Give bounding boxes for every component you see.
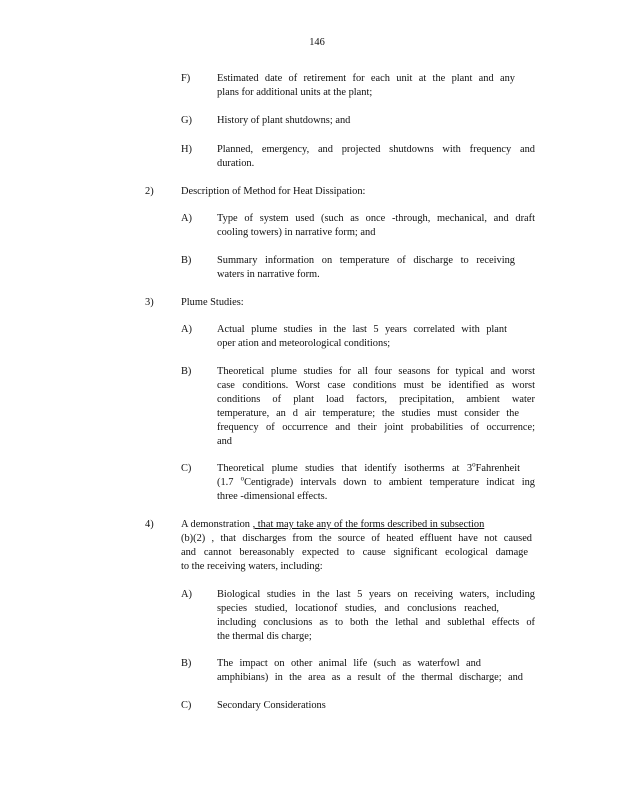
section-4-line-2: (b)(2) , that discharges from the source of heated effluent have not caused [181,533,532,544]
section-4-line-4: to the receiving waters, including: [181,561,323,572]
item-4c-text [217,699,357,713]
item-3b-line-6: and [217,436,233,447]
item-3b-line-1: Theoretical plume studies for all four seasons for typical and worst [217,366,535,377]
item-4b-text [217,657,523,685]
item-3b-line-5: frequency of occurrence and their joint probabilities of occurrence; [217,422,535,433]
item-label-h: H) [181,144,192,155]
item-label-4a: A) [181,589,192,600]
item-4a-text [217,588,535,644]
section-label-4: 4) [145,519,154,530]
item-3b-line-2: case conditions. Worst case conditions must be identified as worst [217,380,535,391]
item-3a-text [217,323,507,351]
item-2b-line-2: waters in narrative form. [217,269,320,280]
item-2a-line-1: Type of system used (such as once -through, mechanical, and draft [217,213,535,224]
item-label-3c: C) [181,463,192,474]
item-f-text [217,72,515,100]
item-2b-line-1: Summary information on temperature of discharge to receiving [217,255,515,266]
item-4a-line-1: Biological studies in the last 5 years on receiving waters, including [217,589,535,600]
item-3b-text [217,365,535,449]
item-label-3a: A) [181,324,192,335]
item-3c-line-3: three -dimensional effects. [217,491,328,502]
section-label-3: 3) [145,297,154,308]
page-number: 146 [309,37,325,48]
item-label-4c: C) [181,700,192,711]
item-label-g: G) [181,115,192,126]
section-4-line-3: and cannot bereasonably expected to cause significant ecological damage [181,547,528,558]
section-4-line-1: A demonstration , that may take any of the forms described in subsection [181,519,485,530]
section-3-heading [181,296,301,310]
item-f-line-1: Estimated date of retirement for each unit at the plant and any [217,73,515,84]
item-4a-line-4: the thermal dis charge; [217,631,312,642]
item-4c-line-1: Secondary Considerations [217,700,326,711]
item-label-2b: B) [181,255,192,266]
section-label-2: 2) [145,186,154,197]
item-label-2a: A) [181,213,192,224]
item-2b-text [217,254,515,282]
section-3-line-1: Plume Studies: [181,297,244,308]
item-2a-line-2: cooling towers) in narrative form; and [217,227,376,238]
item-h-text [217,143,535,171]
item-3a-line-1: Actual plume studies in the last 5 years correlated with plant [217,324,507,335]
item-g-text [217,114,377,128]
item-h-line-2: duration. [217,158,255,169]
item-label-3b: B) [181,366,192,377]
item-2a-text [217,212,535,240]
item-3a-line-2: oper ation and meteorological conditions; [217,338,391,349]
item-4b-line-2: amphibians) in the area as a result of the thermal discharge; and [217,672,523,683]
section-2-line-1: Description of Method for Heat Dissipation: [181,186,366,197]
item-3b-line-3: conditions of plant load factors, precipitation, ambient water [217,394,535,405]
item-label-4b: B) [181,658,192,669]
section-2-heading [181,185,391,199]
item-4a-line-2: species studied, locationof studies, and conclusions reached, [217,603,499,614]
item-f-line-2: plans for additional units at the plant; [217,87,373,98]
item-3b-line-4: temperature, an d air temperature; the studies must consider the [217,408,519,419]
item-3c-line-2: (1.7 $^o$Centigrade) intervals down to ambient temperature indicat ing [217,474,535,488]
item-label-f: F) [181,73,191,84]
item-4b-line-1: The impact on other animal life (such as waterfowl and [217,658,481,669]
item-h-line-1: Planned, emergency, and projected shutdowns with frequency and [217,144,535,155]
item-3c-text [217,462,535,504]
section-4-text [181,518,532,574]
item-g-line-1: History of plant shutdowns; and [217,115,351,126]
item-3c-line-1: Theoretical plume studies that identify isotherms at 3$^o$Fahrenheit [217,460,520,474]
item-4a-line-3: including conclusions as to both the lethal and sublethal effects of [217,617,535,628]
